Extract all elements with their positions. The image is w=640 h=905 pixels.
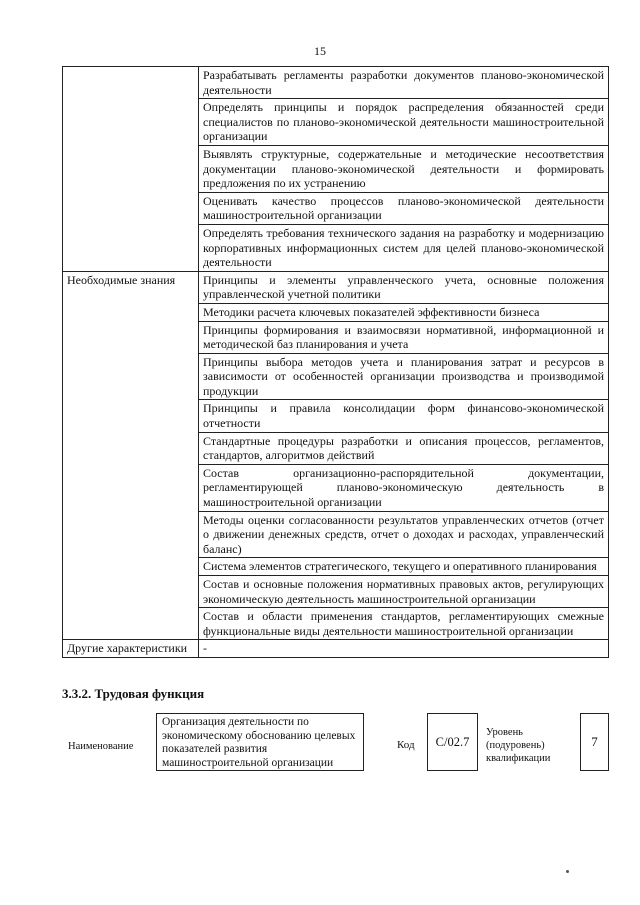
table-row — [63, 67, 609, 99]
row-category-required-knowledge: Необходимые знания — [63, 271, 199, 640]
scan-mark — [566, 870, 569, 873]
labor-function-code-label: Код — [397, 739, 415, 751]
table-row — [63, 271, 609, 303]
row-description: Состав и основные положения нормативных правовых актов, регулирующих экономическую деятельность машиностроительной организации — [199, 576, 609, 608]
row-category-other-characteristics: Другие характеристики — [63, 640, 199, 658]
qualification-level-label: Уровень (подуровень) квалификации — [486, 727, 551, 764]
row-description: Принципы и правила консолидации форм финансово-экономической отчетности — [199, 400, 609, 432]
row-description: Состав и области применения стандартов, регламентирующих смежные функциональные виды деятельности машиностроительной организации — [199, 608, 609, 640]
row-description: Определять требования технического задания на разработку и модернизацию корпоративных информационных систем для целей планово-экономической деятельности — [199, 224, 609, 271]
row-description: Стандартные процедуры разработки и описания процессов, регламентов, стандартов, алгоритмов действий — [199, 432, 609, 464]
row-description: Разрабатывать регламенты разработки документов планово-экономической деятельности — [199, 67, 609, 99]
labor-function-code-value: C/02.7 — [427, 713, 478, 771]
table-row — [63, 640, 609, 658]
row-description: Определять принципы и порядок распределения обязанностей среди специалистов по планово-экономической деятельности машиностроительной организации — [199, 99, 609, 146]
row-description: - — [199, 640, 609, 658]
row-description: Принципы выбора методов учета и планирования затрат и ресурсов в зависимости от особенностей организации производства и производимой продукции — [199, 353, 609, 400]
row-description: Выявлять структурные, содержательные и методические несоответствия документации планово-экономической деятельности и формировать предложения по их устранению — [199, 145, 609, 192]
row-description: Принципы и элементы управленческого учета, основные положения управленческой учетной политики — [199, 271, 609, 303]
labor-function-name-label: Наименование — [68, 741, 134, 752]
knowledge-skills-table — [62, 66, 609, 658]
row-description: Методики расчета ключевых показателей эффективности бизнеса — [199, 303, 609, 321]
page-number: 15 — [314, 44, 326, 58]
row-category — [63, 67, 199, 272]
row-description: Принципы формирования и взаимосвязи нормативной, информационной и методической баз планирования и учета — [199, 321, 609, 353]
labor-function-name-value: Организация деятельности по экономическому обоснованию целевых показателей развития машиностроительной организации — [156, 713, 364, 771]
section-heading: 3.3.2. Трудовая функция — [62, 686, 205, 701]
row-description: Оценивать качество процессов планово-экономической деятельности машиностроительной организации — [199, 192, 609, 224]
qualification-level-value: 7 — [580, 713, 609, 771]
row-description: Методы оценки согласованности результатов управленческих отчетов (отчет о движении денежных средств, отчет о доходах и расходах, управленческий баланс) — [199, 511, 609, 558]
row-description: Состав организационно-распорядительной документации, регламентирующей планово-экономическую деятельность в машиностроительной организации — [199, 464, 609, 511]
row-description: Система элементов стратегического, текущего и оперативного планирования — [199, 558, 609, 576]
